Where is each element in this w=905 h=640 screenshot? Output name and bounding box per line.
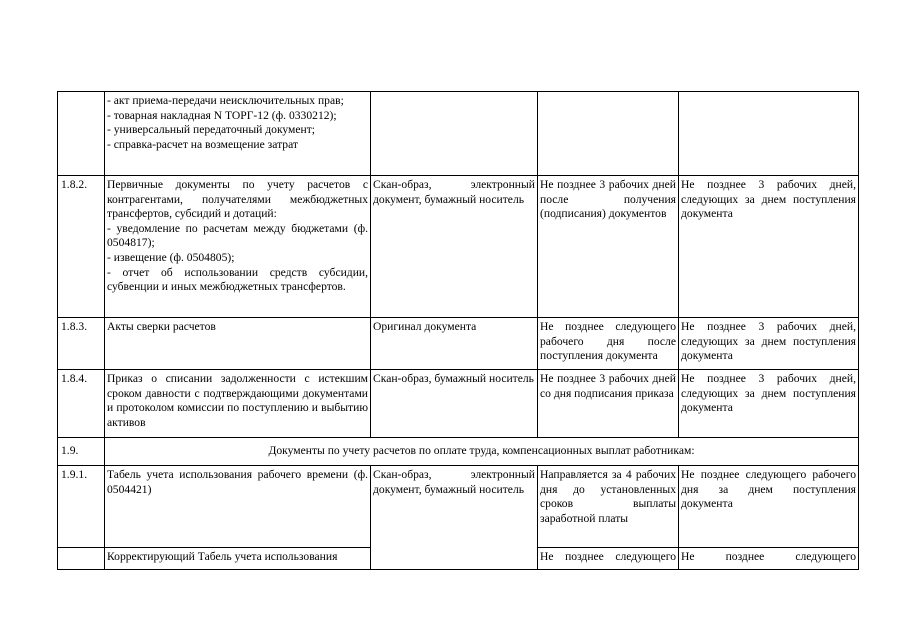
document-line: Первичные документы по учету расчетов с контрагентами, получателями межбюджетных трансфертов, субсидий и дотаций: <box>107 178 368 221</box>
process-deadline-cell: Не позднее следующего <box>679 548 859 570</box>
document-line: - отчет об использовании средств субсидии, субвенции и иных межбюджетных трансфертов. <box>107 265 368 294</box>
table-row <box>58 466 859 548</box>
process-deadline-cell: Не позднее 3 рабочих дней, следующих за днем поступления документа <box>679 370 859 438</box>
section-number: 1.9. <box>58 438 105 466</box>
row-number <box>58 92 105 176</box>
document-line: - акт приема-передачи неисключительных прав; <box>107 94 344 107</box>
document-cell: Корректирующий Табель учета использования <box>105 548 371 570</box>
form-cell: Скан-образ, электронный документ, бумажный носитель <box>371 176 538 318</box>
form-cell: Скан-образ, бумажный носитель <box>371 370 538 438</box>
submit-deadline-cell: Не позднее следующего <box>538 548 679 570</box>
document-cell: Табель учета использования рабочего времени (ф. 0504421) <box>105 466 371 548</box>
document-line: - извещение (ф. 0504805); <box>107 250 235 264</box>
document-cell <box>105 92 371 176</box>
document-cell: Приказ о списании задолженности с истекшим сроком давности с подтверждающими документами и протоколом комиссии по поступлению и выбытию активов <box>105 370 371 438</box>
section-title: Документы по учету расчетов по оплате труда, компенсационных выплат работникам: <box>105 438 859 466</box>
form-cell: Оригинал документа <box>371 318 538 370</box>
table-row <box>58 92 859 176</box>
document-line: - товарная накладная N ТОРГ-12 (ф. 0330212); <box>107 108 337 122</box>
submit-deadline-cell: Не позднее 3 рабочих дней со дня подписания приказа <box>538 370 679 438</box>
process-deadline-cell <box>679 92 859 176</box>
process-deadline-cell: Не позднее 3 рабочих дней, следующих за днем поступления документа <box>679 318 859 370</box>
process-deadline-cell: Не позднее 3 рабочих дней, следующих за днем поступления документа <box>679 176 859 318</box>
submit-deadline-cell: Направляется за 4 рабочих дня до установленных сроков выплаты заработной платы <box>538 466 679 548</box>
document-line: - справка-расчет на возмещение затрат <box>107 137 298 151</box>
row-number <box>58 548 105 570</box>
form-cell: Скан-образ, электронный документ, бумажный носитель <box>371 466 538 570</box>
submit-deadline-cell: Не позднее следующего рабочего дня после поступления документа <box>538 318 679 370</box>
row-number: 1.8.4. <box>58 370 105 438</box>
row-number: 1.9.1. <box>58 466 105 548</box>
submit-deadline-cell: Не позднее 3 рабочих дней после получения (подписания) документов <box>538 176 679 318</box>
document-table <box>57 91 859 570</box>
document-line: - универсальный передаточный документ; <box>107 123 316 137</box>
submit-deadline-cell <box>538 92 679 176</box>
form-cell <box>371 92 538 176</box>
document-cell: Акты сверки расчетов <box>105 318 371 370</box>
row-number: 1.8.3. <box>58 318 105 370</box>
section-row <box>58 438 859 466</box>
table-row <box>58 370 859 438</box>
table-row <box>58 318 859 370</box>
table-row <box>58 176 859 318</box>
row-number: 1.8.2. <box>58 176 105 318</box>
document-cell <box>105 176 371 318</box>
process-deadline-cell: Не позднее следующего рабочего дня за днем поступления документа <box>679 466 859 548</box>
document-line: - уведомление по расчетам между бюджетами (ф. 0504817); <box>107 221 368 250</box>
